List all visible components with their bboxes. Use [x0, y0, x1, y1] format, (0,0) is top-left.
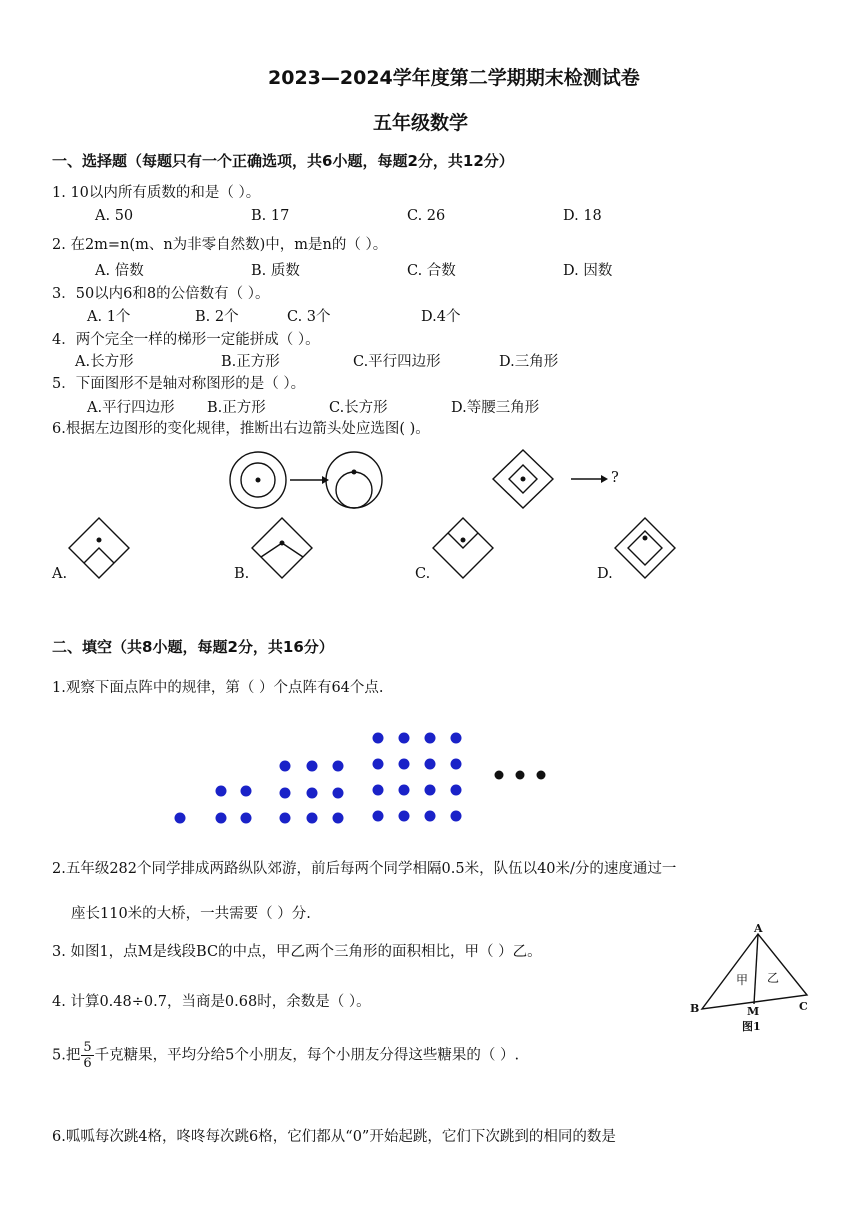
q4-option-c: C.平行四边形 [353, 354, 441, 370]
q6-option-d-figure [614, 517, 676, 579]
s2-q2-line2: 座长110米的大桥，一共需要（ ）分. [71, 906, 311, 922]
ellipsis-dot [537, 771, 546, 780]
arrow-head [601, 475, 608, 483]
q5-stem: 5．下面图形不是轴对称图形的是（ ）。 [52, 376, 306, 392]
figure1-label-b: B [690, 1002, 700, 1015]
s2-q1-stem: 1.观察下面点阵中的规律，第（ ）个点阵有64个点. [52, 680, 384, 696]
s2-q5-suffix: 千克糖果，平均分给5个小朋友，每个小朋友分得这些糖果的（ ）. [94, 1047, 520, 1064]
inner-circle-shifted [336, 472, 372, 508]
section2-heading: 二、填空（共8小题，每题2分，共16分） [52, 638, 334, 656]
exam-title: 2023—2024学年度第二学期期末检测试卷 [268, 67, 640, 89]
q5-option-d: D.等腰三角形 [451, 400, 540, 416]
s2-q2-line1: 2.五年级282个同学排成两路纵队郊游，前后每两个同学相隔0.5米，队伍以40米/分的速度通过一 [52, 861, 677, 877]
q5-option-a: A.平行四边形 [87, 400, 175, 416]
q3-option-b: B. 2个 [195, 309, 239, 325]
q4-option-b: B.正方形 [221, 354, 280, 370]
exam-subtitle: 五年级数学 [373, 112, 469, 134]
s2-q5-prefix: 5.把 [52, 1047, 81, 1064]
q2-option-c: C. 合数 [407, 263, 456, 279]
dot-array-figure [168, 727, 558, 831]
q6-option-a-label: A. [52, 566, 68, 582]
q4-option-d: D.三角形 [499, 354, 559, 370]
ellipsis-dot [495, 771, 504, 780]
dot [175, 813, 186, 824]
q6-option-c-figure [432, 517, 494, 579]
q3-option-c: C. 3个 [287, 309, 331, 325]
q2-stem: 2. 在2m=n(m、n为非零自然数)中，m是n的（ ）。 [52, 237, 388, 253]
q6-option-c-label: C. [415, 566, 431, 582]
fraction-numerator: 5 [83, 1040, 92, 1055]
q2-option-d: D. 因数 [563, 263, 613, 279]
q3-option-d: D.4个 [421, 309, 461, 325]
q4-stem: 4．两个完全一样的梯形一定能拼成（ ）。 [52, 332, 320, 348]
q2-option-b: B. 质数 [251, 263, 300, 279]
q1-option-c: C. 26 [407, 208, 446, 224]
q6-option-a-figure [68, 517, 130, 579]
q1-stem: 1. 10以内所有质数的和是（ ）。 [52, 185, 261, 201]
q5-option-c: C.长方形 [329, 400, 388, 416]
figure1-label-a: A [754, 922, 763, 935]
q6-question-mark: ? [611, 470, 619, 486]
ellipsis-dot [516, 771, 525, 780]
q6-option-b-label: B. [234, 566, 250, 582]
figure1-label-yi: 乙 [767, 971, 780, 985]
q2-option-a: A. 倍数 [95, 263, 144, 279]
s2-q5-stem [52, 1040, 519, 1071]
q1-option-b: B. 17 [251, 208, 290, 224]
figure1-caption: 图1 [742, 1020, 761, 1033]
fraction-5-6 [81, 1040, 93, 1071]
q6-pattern-left [228, 448, 398, 512]
figure1-label-m: M [747, 1005, 760, 1018]
q5-option-b: B.正方形 [207, 400, 266, 416]
q1-option-d: D. 18 [563, 208, 602, 224]
q6-option-d-label: D. [597, 566, 613, 582]
center-dot [521, 477, 526, 482]
median-am [754, 934, 758, 1004]
outer-circle-2 [326, 452, 382, 508]
center-dot [256, 478, 261, 483]
section1-heading: 一、选择题（每题只有一个正确选项，共6小题，每题2分，共12分） [52, 152, 514, 170]
q1-option-a: A. 50 [95, 208, 134, 224]
top-dot [352, 470, 357, 475]
s2-q3-stem: 3. 如图1，点M是线段BC的中点，甲乙两个三角形的面积相比，甲（ ）乙。 [52, 944, 542, 960]
q3-stem: 3．50以内6和8的公倍数有（ ）。 [52, 286, 270, 302]
q3-option-a: A. 1个 [87, 309, 131, 325]
s2-q4-stem: 4. 计算0.48÷0.7，当商是0.68时，余数是（ ）。 [52, 994, 371, 1010]
q6-stem: 6.根据左边图形的变化规律，推断出右边箭头处应选图( )。 [52, 421, 430, 437]
q4-option-a: A.长方形 [75, 354, 134, 370]
fraction-denominator: 6 [83, 1056, 92, 1071]
figure1-label-jia: 甲 [736, 973, 749, 987]
s2-q6-stem: 6.呱呱每次跳4格，咚咚每次跳6格，它们都从“0”开始起跳，它们下次跳到的相同的数是 [52, 1129, 616, 1145]
figure1-label-c: C [799, 1000, 808, 1013]
q6-option-b-figure [251, 517, 313, 579]
